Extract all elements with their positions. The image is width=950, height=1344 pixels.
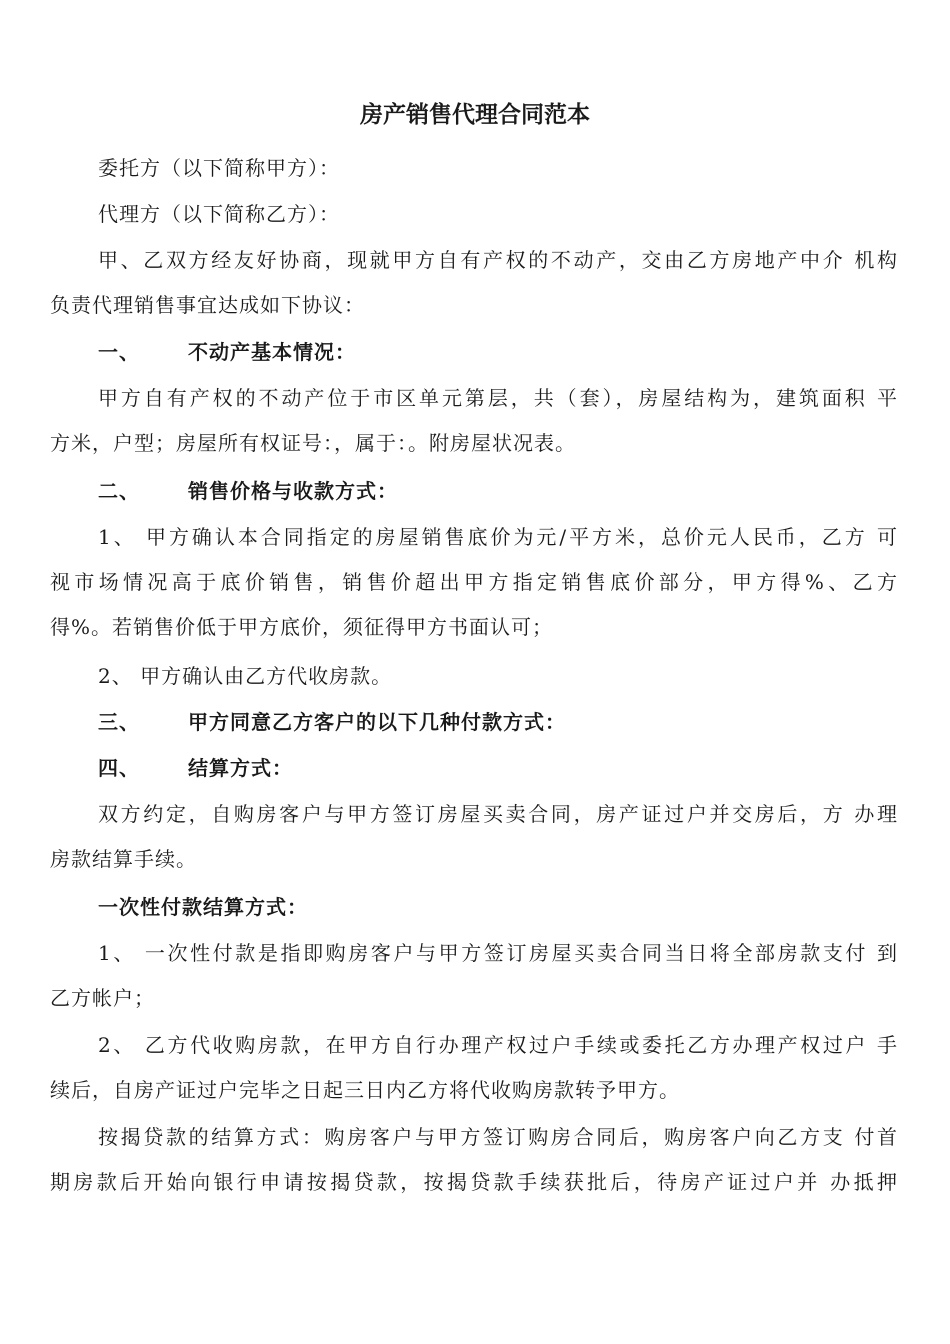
lump-sum-item-1-line-2: 乙方帐户； bbox=[50, 986, 155, 1010]
mortgage-paragraph bbox=[50, 1115, 898, 1205]
section-1-line-1: 甲方自有产权的不动产位于市区单元第层，共（套），房屋结构为，建筑面积 平 bbox=[98, 386, 898, 410]
lump-sum-item-1-line-1: 1、 一次性付款是指即购房客户与甲方签订房屋买卖合同当日将全部房款支付 到 bbox=[98, 941, 898, 965]
section-2-item-1-line-3: 得%。若销售价低于甲方底价，须征得甲方书面认可； bbox=[50, 615, 554, 639]
lump-sum-heading: 一次性付款结算方式： bbox=[98, 895, 308, 919]
section-3-heading bbox=[50, 700, 946, 745]
section-2-item-1-line-2: 视市场情况高于底价销售，销售价超出甲方指定销售底价部分，甲方得%、乙方 bbox=[50, 570, 898, 594]
lump-sum-item-2-line-1: 2、 乙方代收购房款，在甲方自行办理产权过户手续或委托乙方办理产权过户 手 bbox=[98, 1033, 898, 1057]
section-2-title: 销售价格与收款方式： bbox=[188, 479, 398, 503]
section-4-line-2: 房款结算手续。 bbox=[50, 847, 197, 871]
section-1-heading bbox=[50, 330, 946, 375]
intro-line-2: 负责代理销售事宜达成如下协议： bbox=[50, 293, 365, 317]
section-2-item-2: 2、 甲方确认由乙方代收房款。 bbox=[98, 664, 393, 688]
section-4-line-1: 双方约定，自购房客户与甲方签订房屋买卖合同，房产证过户并交房后，方 办理 bbox=[98, 802, 898, 826]
section-1-line-2: 方米，户型；房屋所有权证号：，属于：。附房屋状况表。 bbox=[50, 431, 576, 455]
section-2-heading bbox=[50, 469, 946, 514]
section-1-paragraph bbox=[50, 376, 898, 466]
mortgage-line-1: 按揭贷款的结算方式：购房客户与甲方签订购房合同后，购房客户向乙方支 付首 bbox=[98, 1125, 898, 1149]
section-4-paragraph bbox=[50, 792, 898, 882]
intro-line-1: 甲、乙双方经友好协商，现就甲方自有产权的不动产，交由乙方房地产中介 机构 bbox=[98, 248, 898, 272]
section-3-number: 三、 bbox=[98, 710, 140, 734]
section-4-heading bbox=[50, 746, 946, 791]
section-1-number: 一、 bbox=[98, 340, 140, 364]
lump-sum-item-2 bbox=[50, 1023, 898, 1113]
section-1-title: 不动产基本情况： bbox=[188, 340, 356, 364]
section-3-title: 甲方同意乙方客户的以下几种付款方式： bbox=[188, 710, 566, 734]
agent-party: 代理方（以下简称乙方）： bbox=[98, 202, 340, 226]
section-2-number: 二、 bbox=[98, 479, 140, 503]
lump-sum-item-1 bbox=[50, 931, 898, 1021]
principal-party: 委托方（以下简称甲方）： bbox=[98, 156, 340, 180]
section-2-item-1-line-1: 1、 甲方确认本合同指定的房屋销售底价为元/平方米，总价元人民币，乙方 可 bbox=[98, 525, 898, 549]
section-4-title: 结算方式： bbox=[188, 756, 293, 780]
intro-paragraph bbox=[50, 238, 898, 328]
lump-sum-item-2-line-2: 续后，自房产证过户完毕之日起三日内乙方将代收购房款转予甲方。 bbox=[50, 1078, 680, 1102]
section-2-item-1 bbox=[50, 515, 898, 650]
section-4-number: 四、 bbox=[98, 756, 140, 780]
mortgage-line-2: 期房款后开始向银行申请按揭贷款，按揭贷款手续获批后，待房产证过户并 办抵押 bbox=[50, 1170, 898, 1194]
document-title: 房产销售代理合同范本 bbox=[360, 101, 590, 128]
